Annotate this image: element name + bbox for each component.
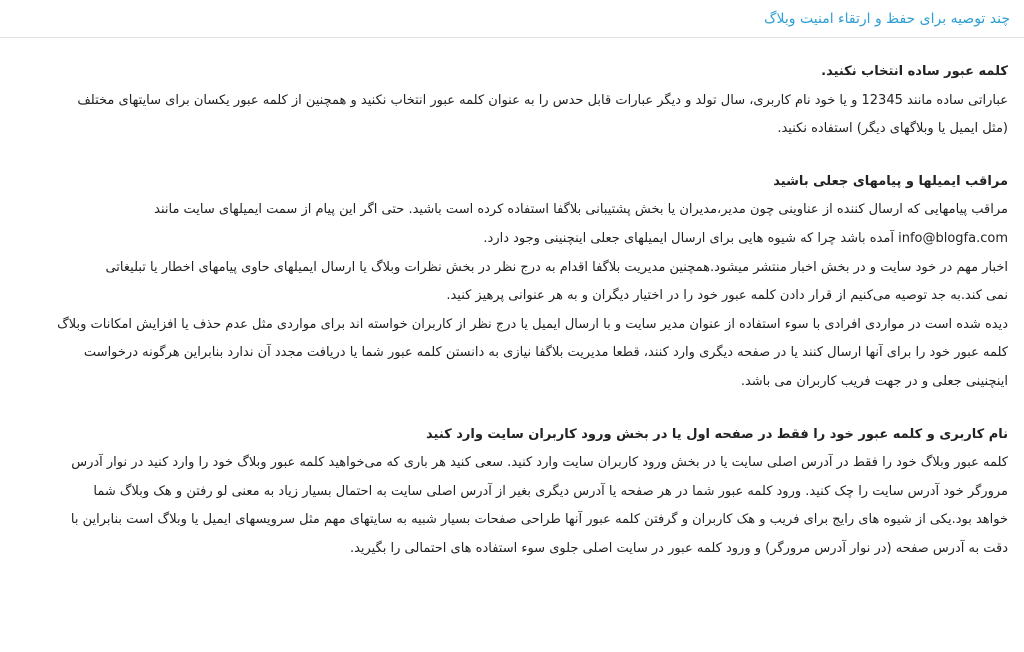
text-line: اینچنینی جعلی و در جهت فریب کاربران می باشد. [740, 373, 1008, 389]
text-line: info@blogfa.com آمده باشد چرا که شیوه هایی برای ارسال ایمیلهای جعلی اینچنینی وجود دارد. [483, 230, 1008, 246]
text-line: مراقب پیامهایی که ارسال کننده از عناوینی چون مدیر،مدیران یا بخش پشتیبانی بلاگفا استفاده کرده است باشید. حتی اگر این پیام از سمت ایمیلهای سایت مانند [154, 202, 1008, 218]
text-line: (مثل ایمیل یا وبلاگهای دیگر) استفاده نکنید. [777, 121, 1008, 137]
section-paragraph [10, 87, 1008, 144]
text-line: نمی کند.به جد توصیه می‌کنیم از قرار دادن کلمه عبور خود را در اختیار دیگران و به هر عنوانی پرهیز کنید. [446, 288, 1008, 304]
text-line: اخبار مهم در خود سایت و در بخش اخبار منتشر میشود.همچنین مدیریت بلاگفا اقدام به درج نظر در بخش نظرات وبلاگ یا ارسال ایمیلهای حاوی پیامهای اخطار یا تبلیغاتی [105, 259, 1008, 275]
tip-simple-password [10, 58, 1008, 144]
section-paragraph [10, 196, 1008, 396]
text-line: کلمه عبور خود را برای آنها ارسال کنند یا در صفحه دیگری وارد کنند، قطعا مدیریت بلاگفا نیازی به دانستن کلمه عبور شما یا دریافت مجدد آن ندارد بنابراین هرگونه درخواست [83, 345, 1008, 361]
section-paragraph [10, 449, 1008, 563]
section-heading: نام کاربری و کلمه عبور خود را فقط در صفحه اول یا در بخش ورود کاربران سایت وارد کنید [426, 426, 1008, 442]
page-header [0, 0, 1024, 38]
text-line: دیده شده است در مواردی افرادی با سوء استفاده از عنوان مدیر سایت و با ارسال ایمیل یا درج نظر از کاربران خواسته اند برای مواردی مثل عدم حذف یا افزایش امکانات وبلاگ [57, 316, 1008, 332]
section-heading: مراقب ایمیلها و پیامهای جعلی باشید [773, 173, 1008, 189]
page-title: چند توصیه برای حفظ و ارتقاء امنیت وبلاگ [764, 11, 1010, 27]
tip-fake-emails [10, 168, 1008, 397]
text-line: عباراتی ساده مانند 12345 و یا خود نام کاربری، سال تولد و دیگر عبارات قابل حدس را به عنوان کلمه عبور انتخاب نکنید و همچنین از کلمه عبور یکسان برای سایتهای مختلف [77, 92, 1008, 108]
text-line: دقت به آدرس صفحه (در نوار آدرس مرورگر) و ورود کلمه عبور در سایت اصلی جلوی سوء استفاده های احتمالی را بگیرید. [349, 540, 1008, 556]
text-line: خواهد بود.یکی از شیوه های رایج برای فریب و هک کاربران و گرفتن کلمه عبور آنها طراحی صفحات بسیار شبیه به سایتهای مهم مثل سرویسهای ایمیل یا وبلاگ است بنابراین با [70, 512, 1008, 528]
text-line: کلمه عبور وبلاگ خود را فقط در آدرس اصلی سایت یا در بخش ورود کاربران سایت وارد کنید. سعی کنید هر باری که می‌خواهید کلمه عبور وبلاگ خود را وارد کنید در نوار آدرس [71, 455, 1008, 471]
text-line: مرورگر خود آدرس سایت را چک کنید. ورود کلمه عبور شما در هر صفحه یا آدرس دیگری بغیر از آدرس اصلی سایت به احتمال بسیار زیاد به معنی لو رفتن و هک وبلاگ شما [93, 483, 1008, 499]
tip-login-only-on-main-site [10, 421, 1008, 564]
section-heading: کلمه عبور ساده انتخاب نکنید. [821, 64, 1008, 79]
article-body [10, 58, 1008, 588]
